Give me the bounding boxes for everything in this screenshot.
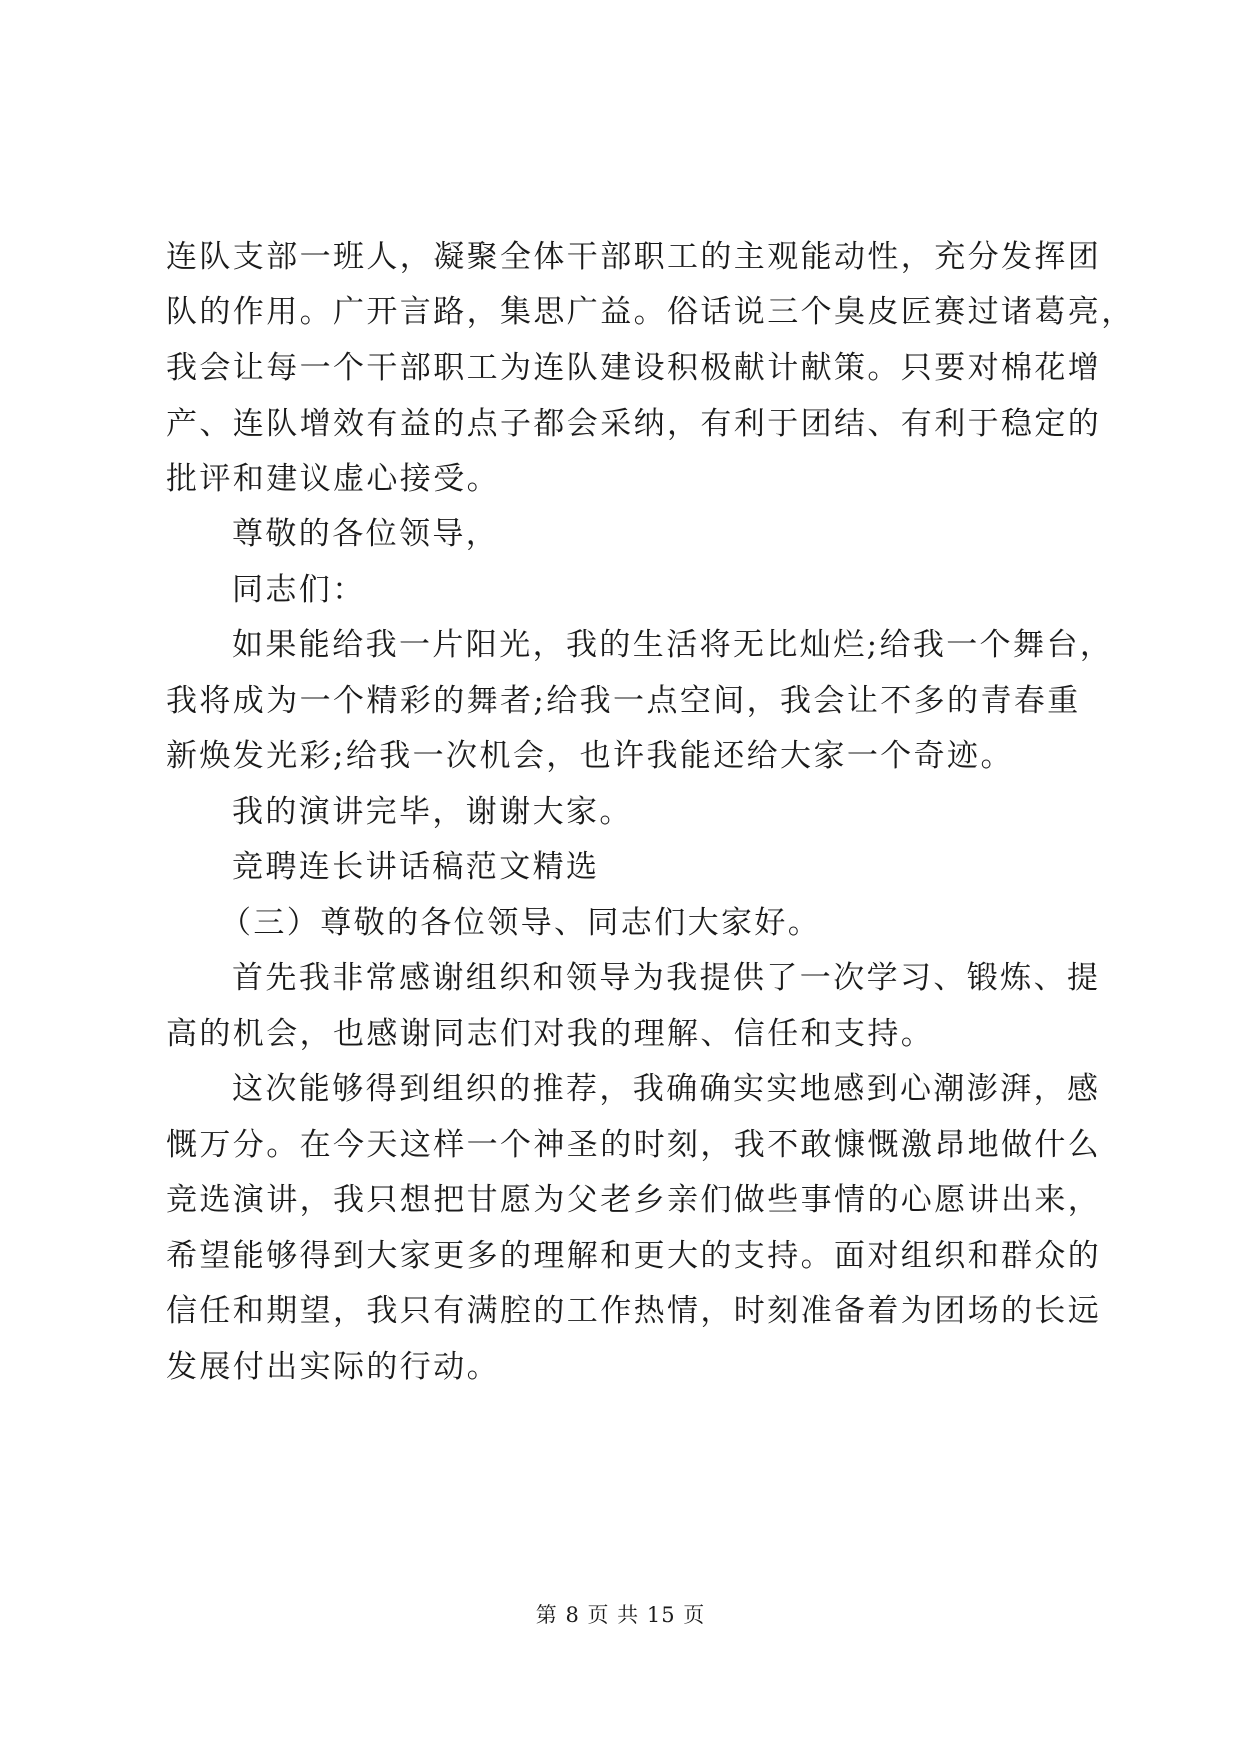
paragraph-line: 高的机会，也感谢同志们对我的理解、信任和支持。 xyxy=(166,1016,935,1052)
paragraph-line: 我会让每一个干部职工为连队建设积极献计献策。只要对棉花增 xyxy=(166,350,1102,386)
salutation-line: 尊敬的各位领导， xyxy=(232,516,500,552)
paragraph-line: 新焕发光彩;给我一次机会，也许我能还给大家一个奇迹。 xyxy=(166,738,1014,774)
paragraph-line: 信任和期望，我只有满腔的工作热情，时刻准备着为团场的长远 xyxy=(166,1293,1102,1329)
paragraph-line: 希望能够得到大家更多的理解和更大的支持。面对组织和群众的 xyxy=(166,1238,1102,1274)
paragraph-line: 我将成为一个精彩的舞者;给我一点空间，我会让不多的青春重 xyxy=(166,683,1081,719)
closing-line: 我的演讲完毕，谢谢大家。 xyxy=(232,794,633,830)
paragraph-line: 产、连队增效有益的点子都会采纳，有利于团结、有利于稳定的 xyxy=(166,406,1102,442)
paragraph-line: 慨万分。在今天这样一个神圣的时刻，我不敢慷慨激昂地做什么 xyxy=(166,1127,1102,1163)
paragraph-line: 首先我非常感谢组织和领导为我提供了一次学习、锻炼、提 xyxy=(232,960,1101,996)
paragraph-line: 连队支部一班人，凝聚全体干部职工的主观能动性，充分发挥团 xyxy=(166,239,1102,275)
paragraph-line: 批评和建议虚心接受。 xyxy=(166,461,500,497)
paragraph-line: 竞选演讲，我只想把甘愿为父老乡亲们做些事情的心愿讲出来， xyxy=(166,1182,1102,1218)
paragraph-line: 发展付出实际的行动。 xyxy=(166,1349,500,1385)
section-heading: 竞聘连长讲话稿范文精选 xyxy=(232,849,600,885)
paragraph-line: 这次能够得到组织的推荐，我确确实实地感到心潮澎湃，感 xyxy=(232,1071,1101,1107)
salutation-line: 同志们： xyxy=(232,572,366,608)
paragraph-line: 如果能给我一片阳光，我的生活将无比灿烂;给我一个舞台， xyxy=(232,627,1114,663)
page-number-footer: 第 8 页 共 15 页 xyxy=(535,1603,706,1627)
paragraph-line: 队的作用。广开言路，集思广益。俗话说三个臭皮匠赛过诸葛亮， xyxy=(166,294,1135,330)
section-subheading: （三）尊敬的各位领导、同志们大家好。 xyxy=(220,905,822,941)
